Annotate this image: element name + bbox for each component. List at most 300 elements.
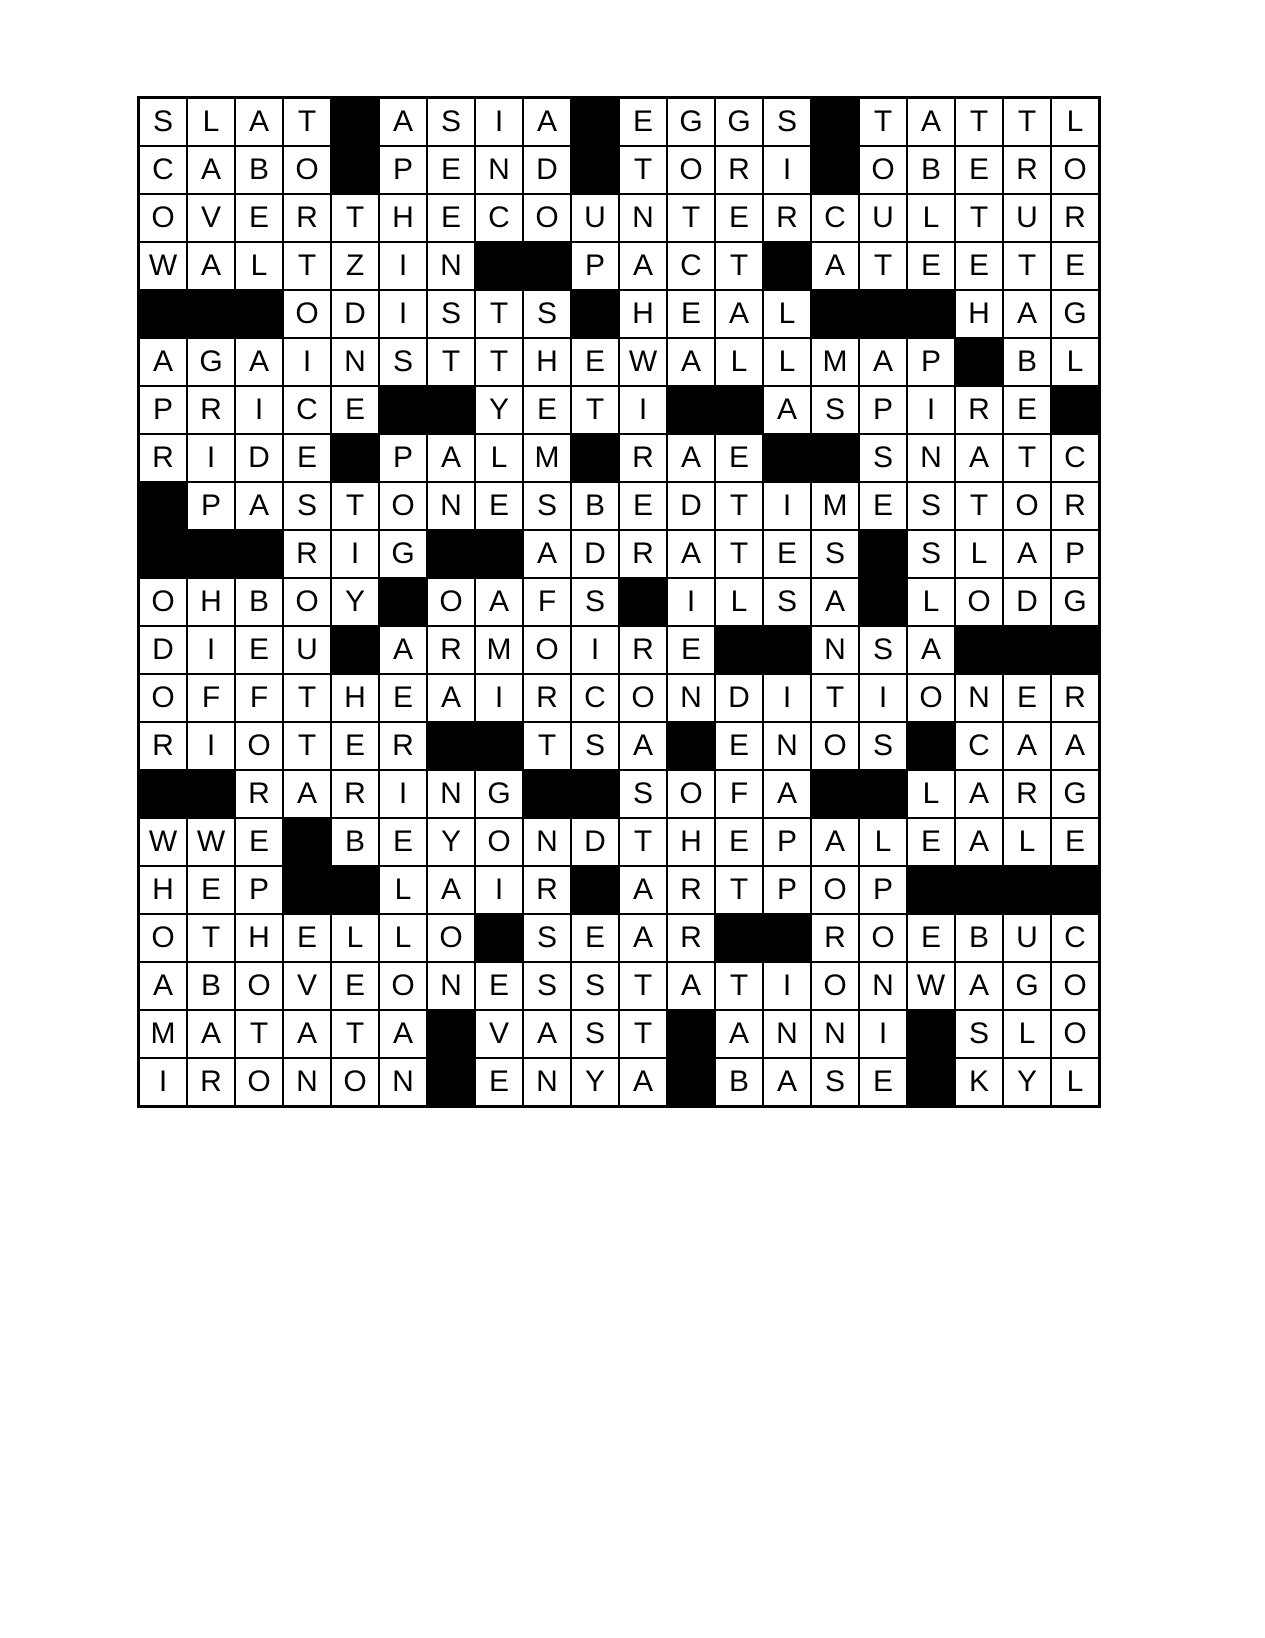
crossword-letter-cell[interactable]: G — [1051, 578, 1100, 626]
crossword-letter-cell[interactable]: S — [427, 290, 475, 338]
crossword-letter-cell[interactable]: P — [139, 386, 188, 434]
crossword-letter-cell[interactable]: A — [619, 1058, 667, 1107]
crossword-letter-cell[interactable]: S — [859, 626, 907, 674]
crossword-letter-cell[interactable]: S — [571, 722, 619, 770]
crossword-letter-cell[interactable]: E — [907, 242, 955, 290]
crossword-letter-cell[interactable]: G — [1051, 290, 1100, 338]
crossword-letter-cell[interactable]: H — [619, 290, 667, 338]
crossword-letter-cell[interactable]: E — [715, 434, 763, 482]
crossword-letter-cell[interactable]: R — [283, 530, 331, 578]
crossword-letter-cell[interactable]: E — [427, 194, 475, 242]
crossword-letter-cell[interactable]: O — [955, 578, 1003, 626]
crossword-letter-cell[interactable]: O — [283, 146, 331, 194]
crossword-letter-cell[interactable]: A — [619, 242, 667, 290]
crossword-letter-cell[interactable]: C — [1051, 914, 1100, 962]
crossword-letter-cell[interactable]: R — [427, 626, 475, 674]
crossword-letter-cell[interactable]: N — [427, 770, 475, 818]
crossword-letter-cell[interactable]: R — [331, 770, 379, 818]
crossword-letter-cell[interactable]: A — [1003, 530, 1051, 578]
crossword-letter-cell[interactable]: T — [619, 1010, 667, 1058]
crossword-letter-cell[interactable]: O — [1051, 1010, 1100, 1058]
crossword-letter-cell[interactable]: A — [187, 1010, 235, 1058]
crossword-letter-cell[interactable]: T — [955, 98, 1003, 147]
crossword-letter-cell[interactable]: R — [763, 194, 811, 242]
crossword-letter-cell[interactable]: I — [763, 482, 811, 530]
crossword-letter-cell[interactable]: T — [187, 914, 235, 962]
crossword-letter-cell[interactable]: O — [427, 578, 475, 626]
crossword-letter-cell[interactable]: N — [427, 242, 475, 290]
crossword-letter-cell[interactable]: F — [523, 578, 571, 626]
crossword-letter-cell[interactable]: S — [379, 338, 427, 386]
crossword-letter-cell[interactable]: P — [763, 866, 811, 914]
crossword-letter-cell[interactable]: N — [811, 1010, 859, 1058]
crossword-letter-cell[interactable]: E — [283, 914, 331, 962]
crossword-letter-cell[interactable]: E — [475, 1058, 523, 1107]
crossword-letter-cell[interactable]: M — [475, 626, 523, 674]
crossword-letter-cell[interactable]: S — [571, 578, 619, 626]
crossword-letter-cell[interactable]: B — [571, 482, 619, 530]
crossword-letter-cell[interactable]: T — [955, 482, 1003, 530]
crossword-letter-cell[interactable]: S — [763, 98, 811, 147]
crossword-letter-cell[interactable]: R — [523, 866, 571, 914]
crossword-letter-cell[interactable]: T — [283, 98, 331, 147]
crossword-letter-cell[interactable]: E — [331, 722, 379, 770]
crossword-letter-cell[interactable]: I — [619, 386, 667, 434]
crossword-letter-cell[interactable]: R — [283, 194, 331, 242]
crossword-letter-cell[interactable]: P — [379, 146, 427, 194]
crossword-letter-cell[interactable]: P — [1051, 530, 1100, 578]
crossword-letter-cell[interactable]: I — [235, 386, 283, 434]
crossword-letter-cell[interactable]: L — [1051, 98, 1100, 147]
crossword-letter-cell[interactable]: S — [523, 914, 571, 962]
crossword-letter-cell[interactable]: O — [811, 962, 859, 1010]
crossword-letter-cell[interactable]: A — [955, 770, 1003, 818]
crossword-letter-cell[interactable]: E — [571, 914, 619, 962]
crossword-letter-cell[interactable]: T — [283, 242, 331, 290]
crossword-letter-cell[interactable]: T — [331, 194, 379, 242]
crossword-letter-cell[interactable]: E — [235, 626, 283, 674]
crossword-letter-cell[interactable]: O — [331, 1058, 379, 1107]
crossword-letter-cell[interactable]: M — [811, 338, 859, 386]
crossword-letter-cell[interactable]: L — [907, 194, 955, 242]
crossword-letter-cell[interactable]: S — [427, 98, 475, 147]
crossword-letter-cell[interactable]: H — [139, 866, 188, 914]
crossword-letter-cell[interactable]: E — [379, 818, 427, 866]
crossword-letter-cell[interactable]: R — [955, 386, 1003, 434]
crossword-letter-cell[interactable]: A — [1051, 722, 1100, 770]
crossword-letter-cell[interactable]: E — [475, 962, 523, 1010]
crossword-letter-cell[interactable]: E — [331, 386, 379, 434]
crossword-letter-cell[interactable]: A — [715, 1010, 763, 1058]
crossword-letter-cell[interactable]: O — [475, 818, 523, 866]
crossword-letter-cell[interactable]: A — [811, 242, 859, 290]
crossword-letter-cell[interactable]: E — [955, 242, 1003, 290]
crossword-letter-cell[interactable]: S — [283, 482, 331, 530]
crossword-letter-cell[interactable]: G — [715, 98, 763, 147]
crossword-letter-cell[interactable]: O — [235, 722, 283, 770]
crossword-letter-cell[interactable]: A — [523, 530, 571, 578]
crossword-letter-cell[interactable]: L — [907, 578, 955, 626]
crossword-letter-cell[interactable]: N — [859, 962, 907, 1010]
crossword-letter-cell[interactable]: A — [235, 338, 283, 386]
crossword-letter-cell[interactable]: E — [715, 722, 763, 770]
crossword-letter-cell[interactable]: A — [475, 578, 523, 626]
crossword-letter-cell[interactable]: A — [187, 146, 235, 194]
crossword-letter-cell[interactable]: U — [571, 194, 619, 242]
crossword-letter-cell[interactable]: A — [523, 1010, 571, 1058]
crossword-letter-cell[interactable]: N — [619, 194, 667, 242]
crossword-letter-cell[interactable]: G — [475, 770, 523, 818]
crossword-letter-cell[interactable]: T — [715, 242, 763, 290]
crossword-letter-cell[interactable]: Y — [571, 1058, 619, 1107]
crossword-letter-cell[interactable]: A — [667, 434, 715, 482]
crossword-letter-cell[interactable]: N — [763, 1010, 811, 1058]
crossword-letter-cell[interactable]: U — [1003, 194, 1051, 242]
crossword-letter-cell[interactable]: A — [283, 770, 331, 818]
crossword-letter-cell[interactable]: R — [139, 434, 188, 482]
crossword-letter-cell[interactable]: I — [907, 386, 955, 434]
crossword-letter-cell[interactable]: B — [187, 962, 235, 1010]
crossword-letter-cell[interactable]: E — [283, 434, 331, 482]
crossword-letter-cell[interactable]: A — [235, 482, 283, 530]
crossword-letter-cell[interactable]: P — [187, 482, 235, 530]
crossword-letter-cell[interactable]: W — [187, 818, 235, 866]
crossword-letter-cell[interactable]: E — [235, 194, 283, 242]
crossword-letter-cell[interactable]: C — [811, 194, 859, 242]
crossword-letter-cell[interactable]: U — [283, 626, 331, 674]
crossword-letter-cell[interactable]: L — [907, 770, 955, 818]
crossword-letter-cell[interactable]: P — [571, 242, 619, 290]
crossword-letter-cell[interactable]: T — [715, 482, 763, 530]
crossword-letter-cell[interactable]: I — [475, 98, 523, 147]
crossword-letter-cell[interactable]: E — [187, 866, 235, 914]
crossword-letter-cell[interactable]: S — [811, 1058, 859, 1107]
crossword-letter-cell[interactable]: E — [475, 482, 523, 530]
crossword-letter-cell[interactable]: N — [379, 1058, 427, 1107]
crossword-letter-cell[interactable]: N — [475, 146, 523, 194]
crossword-letter-cell[interactable]: A — [523, 98, 571, 147]
crossword-letter-cell[interactable]: N — [955, 674, 1003, 722]
crossword-letter-cell[interactable]: S — [811, 386, 859, 434]
crossword-letter-cell[interactable]: I — [763, 674, 811, 722]
crossword-letter-cell[interactable]: S — [955, 1010, 1003, 1058]
crossword-letter-cell[interactable]: R — [715, 146, 763, 194]
crossword-letter-cell[interactable]: G — [379, 530, 427, 578]
crossword-letter-cell[interactable]: R — [619, 626, 667, 674]
crossword-letter-cell[interactable]: E — [667, 626, 715, 674]
crossword-letter-cell[interactable]: H — [187, 578, 235, 626]
crossword-letter-cell[interactable]: A — [427, 674, 475, 722]
crossword-letter-cell[interactable]: T — [859, 242, 907, 290]
crossword-letter-cell[interactable]: G — [1003, 962, 1051, 1010]
crossword-letter-cell[interactable]: A — [379, 626, 427, 674]
crossword-letter-cell[interactable]: I — [379, 770, 427, 818]
crossword-letter-cell[interactable]: D — [331, 290, 379, 338]
crossword-letter-cell[interactable]: A — [379, 1010, 427, 1058]
crossword-letter-cell[interactable]: N — [811, 626, 859, 674]
crossword-letter-cell[interactable]: A — [619, 722, 667, 770]
crossword-letter-cell[interactable]: L — [475, 434, 523, 482]
crossword-letter-cell[interactable]: A — [763, 770, 811, 818]
crossword-letter-cell[interactable]: I — [763, 146, 811, 194]
crossword-letter-cell[interactable]: E — [379, 674, 427, 722]
crossword-letter-cell[interactable]: Z — [331, 242, 379, 290]
crossword-letter-cell[interactable]: B — [331, 818, 379, 866]
crossword-letter-cell[interactable]: T — [667, 194, 715, 242]
crossword-letter-cell[interactable]: R — [1003, 146, 1051, 194]
crossword-letter-cell[interactable]: C — [955, 722, 1003, 770]
crossword-letter-cell[interactable]: V — [187, 194, 235, 242]
crossword-letter-cell[interactable]: T — [1003, 434, 1051, 482]
crossword-letter-cell[interactable]: O — [811, 722, 859, 770]
crossword-letter-cell[interactable]: O — [667, 770, 715, 818]
crossword-letter-cell[interactable]: R — [667, 866, 715, 914]
crossword-letter-cell[interactable]: I — [379, 290, 427, 338]
crossword-letter-cell[interactable]: N — [667, 674, 715, 722]
crossword-letter-cell[interactable]: I — [763, 962, 811, 1010]
crossword-letter-cell[interactable]: H — [955, 290, 1003, 338]
crossword-letter-cell[interactable]: H — [331, 674, 379, 722]
crossword-letter-cell[interactable]: O — [139, 578, 188, 626]
crossword-letter-cell[interactable]: I — [187, 626, 235, 674]
crossword-letter-cell[interactable]: A — [811, 578, 859, 626]
crossword-letter-cell[interactable]: N — [523, 1058, 571, 1107]
crossword-letter-cell[interactable]: I — [187, 722, 235, 770]
crossword-letter-cell[interactable]: G — [667, 98, 715, 147]
crossword-letter-cell[interactable]: A — [619, 866, 667, 914]
crossword-letter-cell[interactable]: T — [235, 1010, 283, 1058]
crossword-letter-cell[interactable]: L — [379, 866, 427, 914]
crossword-letter-cell[interactable]: N — [907, 434, 955, 482]
crossword-letter-cell[interactable]: W — [619, 338, 667, 386]
crossword-letter-cell[interactable]: O — [859, 914, 907, 962]
crossword-letter-cell[interactable]: S — [907, 482, 955, 530]
crossword-letter-cell[interactable]: B — [907, 146, 955, 194]
crossword-letter-cell[interactable]: A — [955, 962, 1003, 1010]
crossword-letter-cell[interactable]: C — [139, 146, 188, 194]
crossword-letter-cell[interactable]: I — [331, 530, 379, 578]
crossword-letter-cell[interactable]: O — [619, 674, 667, 722]
crossword-letter-cell[interactable]: S — [763, 578, 811, 626]
crossword-letter-cell[interactable]: I — [139, 1058, 188, 1107]
crossword-letter-cell[interactable]: I — [571, 626, 619, 674]
crossword-letter-cell[interactable]: Y — [475, 386, 523, 434]
crossword-letter-cell[interactable]: P — [907, 338, 955, 386]
crossword-letter-cell[interactable]: E — [1051, 818, 1100, 866]
crossword-letter-cell[interactable]: G — [187, 338, 235, 386]
crossword-letter-cell[interactable]: A — [763, 386, 811, 434]
crossword-letter-cell[interactable]: O — [427, 914, 475, 962]
crossword-letter-cell[interactable]: I — [859, 1010, 907, 1058]
crossword-letter-cell[interactable]: A — [139, 962, 188, 1010]
crossword-letter-cell[interactable]: P — [763, 818, 811, 866]
crossword-letter-cell[interactable]: T — [619, 818, 667, 866]
crossword-letter-cell[interactable]: M — [811, 482, 859, 530]
crossword-letter-cell[interactable]: O — [283, 578, 331, 626]
crossword-letter-cell[interactable]: T — [475, 338, 523, 386]
crossword-letter-cell[interactable]: S — [859, 434, 907, 482]
crossword-letter-cell[interactable]: C — [571, 674, 619, 722]
crossword-letter-cell[interactable]: S — [139, 98, 188, 147]
crossword-letter-cell[interactable]: A — [667, 338, 715, 386]
crossword-letter-cell[interactable]: A — [763, 1058, 811, 1107]
crossword-letter-cell[interactable]: E — [427, 146, 475, 194]
crossword-letter-cell[interactable]: A — [955, 434, 1003, 482]
crossword-letter-cell[interactable]: E — [619, 98, 667, 147]
crossword-letter-cell[interactable]: M — [523, 434, 571, 482]
crossword-letter-cell[interactable]: U — [859, 194, 907, 242]
crossword-letter-cell[interactable]: L — [763, 338, 811, 386]
crossword-letter-cell[interactable]: E — [859, 1058, 907, 1107]
crossword-letter-cell[interactable]: V — [283, 962, 331, 1010]
crossword-letter-cell[interactable]: R — [619, 434, 667, 482]
crossword-letter-cell[interactable]: N — [283, 1058, 331, 1107]
crossword-letter-cell[interactable]: T — [715, 530, 763, 578]
crossword-letter-cell[interactable]: N — [427, 962, 475, 1010]
crossword-letter-cell[interactable]: O — [523, 626, 571, 674]
crossword-letter-cell[interactable]: D — [571, 818, 619, 866]
crossword-letter-cell[interactable]: T — [571, 386, 619, 434]
crossword-letter-cell[interactable]: S — [907, 530, 955, 578]
crossword-letter-cell[interactable]: A — [427, 434, 475, 482]
crossword-letter-cell[interactable]: O — [907, 674, 955, 722]
crossword-letter-cell[interactable]: C — [1051, 434, 1100, 482]
crossword-letter-cell[interactable]: T — [475, 290, 523, 338]
crossword-letter-cell[interactable]: T — [619, 146, 667, 194]
crossword-letter-cell[interactable]: A — [1003, 290, 1051, 338]
crossword-letter-cell[interactable]: R — [667, 914, 715, 962]
crossword-letter-cell[interactable]: T — [523, 722, 571, 770]
crossword-letter-cell[interactable]: H — [667, 818, 715, 866]
crossword-letter-cell[interactable]: G — [1051, 770, 1100, 818]
crossword-letter-cell[interactable]: I — [475, 674, 523, 722]
crossword-letter-cell[interactable]: O — [523, 194, 571, 242]
crossword-letter-cell[interactable]: P — [379, 434, 427, 482]
crossword-letter-cell[interactable]: T — [811, 674, 859, 722]
crossword-letter-cell[interactable]: E — [1051, 242, 1100, 290]
crossword-letter-cell[interactable]: N — [427, 482, 475, 530]
crossword-letter-cell[interactable]: T — [955, 194, 1003, 242]
crossword-letter-cell[interactable]: E — [1003, 674, 1051, 722]
crossword-letter-cell[interactable]: L — [1051, 338, 1100, 386]
crossword-letter-cell[interactable]: A — [619, 914, 667, 962]
crossword-letter-cell[interactable]: O — [667, 146, 715, 194]
crossword-letter-cell[interactable]: L — [763, 290, 811, 338]
crossword-letter-cell[interactable]: K — [955, 1058, 1003, 1107]
crossword-letter-cell[interactable]: S — [619, 770, 667, 818]
crossword-letter-cell[interactable]: R — [235, 770, 283, 818]
crossword-letter-cell[interactable]: L — [331, 914, 379, 962]
crossword-letter-cell[interactable]: B — [235, 578, 283, 626]
crossword-letter-cell[interactable]: B — [955, 914, 1003, 962]
crossword-letter-cell[interactable]: R — [811, 914, 859, 962]
crossword-letter-cell[interactable]: S — [571, 1010, 619, 1058]
crossword-letter-cell[interactable]: N — [331, 338, 379, 386]
crossword-letter-cell[interactable]: P — [859, 386, 907, 434]
crossword-letter-cell[interactable]: A — [907, 626, 955, 674]
crossword-letter-cell[interactable]: R — [523, 674, 571, 722]
crossword-letter-cell[interactable]: E — [619, 482, 667, 530]
crossword-letter-cell[interactable]: R — [379, 722, 427, 770]
crossword-letter-cell[interactable]: W — [139, 242, 188, 290]
crossword-letter-cell[interactable]: D — [139, 626, 188, 674]
crossword-letter-cell[interactable]: T — [859, 98, 907, 147]
crossword-letter-cell[interactable]: E — [331, 962, 379, 1010]
crossword-letter-cell[interactable]: Y — [427, 818, 475, 866]
crossword-letter-cell[interactable]: O — [235, 962, 283, 1010]
crossword-letter-cell[interactable]: N — [523, 818, 571, 866]
crossword-letter-cell[interactable]: O — [139, 674, 188, 722]
crossword-letter-cell[interactable]: E — [1003, 386, 1051, 434]
crossword-letter-cell[interactable]: E — [235, 818, 283, 866]
crossword-letter-cell[interactable]: B — [715, 1058, 763, 1107]
crossword-letter-cell[interactable]: E — [715, 194, 763, 242]
crossword-letter-cell[interactable]: R — [1051, 194, 1100, 242]
crossword-letter-cell[interactable]: C — [475, 194, 523, 242]
crossword-letter-cell[interactable]: D — [1003, 578, 1051, 626]
crossword-letter-cell[interactable]: A — [859, 338, 907, 386]
crossword-letter-cell[interactable]: A — [667, 530, 715, 578]
crossword-letter-cell[interactable]: I — [475, 866, 523, 914]
crossword-letter-cell[interactable]: T — [283, 674, 331, 722]
crossword-letter-cell[interactable]: H — [379, 194, 427, 242]
crossword-letter-cell[interactable]: D — [715, 674, 763, 722]
crossword-letter-cell[interactable]: D — [571, 530, 619, 578]
crossword-letter-cell[interactable]: E — [715, 818, 763, 866]
crossword-letter-cell[interactable]: T — [427, 338, 475, 386]
crossword-letter-cell[interactable]: L — [1003, 1010, 1051, 1058]
crossword-letter-cell[interactable]: E — [907, 818, 955, 866]
crossword-letter-cell[interactable]: Y — [331, 578, 379, 626]
crossword-letter-cell[interactable]: S — [811, 530, 859, 578]
crossword-letter-cell[interactable]: O — [859, 146, 907, 194]
crossword-letter-cell[interactable]: T — [331, 1010, 379, 1058]
crossword-letter-cell[interactable]: W — [907, 962, 955, 1010]
crossword-letter-cell[interactable]: A — [907, 98, 955, 147]
crossword-letter-cell[interactable]: L — [187, 98, 235, 147]
crossword-letter-cell[interactable]: A — [427, 866, 475, 914]
crossword-letter-cell[interactable]: I — [187, 434, 235, 482]
crossword-letter-cell[interactable]: A — [283, 1010, 331, 1058]
crossword-letter-cell[interactable]: U — [1003, 914, 1051, 962]
crossword-letter-cell[interactable]: T — [715, 962, 763, 1010]
crossword-letter-cell[interactable]: L — [1051, 1058, 1100, 1107]
crossword-letter-cell[interactable]: A — [715, 290, 763, 338]
crossword-letter-cell[interactable]: H — [523, 338, 571, 386]
crossword-letter-cell[interactable]: P — [235, 866, 283, 914]
crossword-letter-cell[interactable]: E — [523, 386, 571, 434]
crossword-letter-cell[interactable]: B — [1003, 338, 1051, 386]
crossword-letter-cell[interactable]: Y — [1003, 1058, 1051, 1107]
crossword-letter-cell[interactable]: T — [1003, 98, 1051, 147]
crossword-letter-cell[interactable]: S — [523, 482, 571, 530]
crossword-letter-cell[interactable]: W — [139, 818, 188, 866]
crossword-letter-cell[interactable]: A — [379, 98, 427, 147]
crossword-letter-cell[interactable]: M — [139, 1010, 188, 1058]
crossword-letter-cell[interactable]: E — [907, 914, 955, 962]
crossword-letter-cell[interactable]: S — [523, 962, 571, 1010]
crossword-letter-cell[interactable]: R — [1051, 482, 1100, 530]
crossword-letter-cell[interactable]: T — [1003, 242, 1051, 290]
crossword-letter-cell[interactable]: R — [1051, 674, 1100, 722]
crossword-letter-cell[interactable]: I — [667, 578, 715, 626]
crossword-letter-cell[interactable]: R — [1003, 770, 1051, 818]
crossword-letter-cell[interactable]: O — [283, 290, 331, 338]
crossword-letter-cell[interactable]: I — [283, 338, 331, 386]
crossword-letter-cell[interactable]: L — [1003, 818, 1051, 866]
crossword-letter-cell[interactable]: H — [235, 914, 283, 962]
crossword-letter-cell[interactable]: C — [667, 242, 715, 290]
